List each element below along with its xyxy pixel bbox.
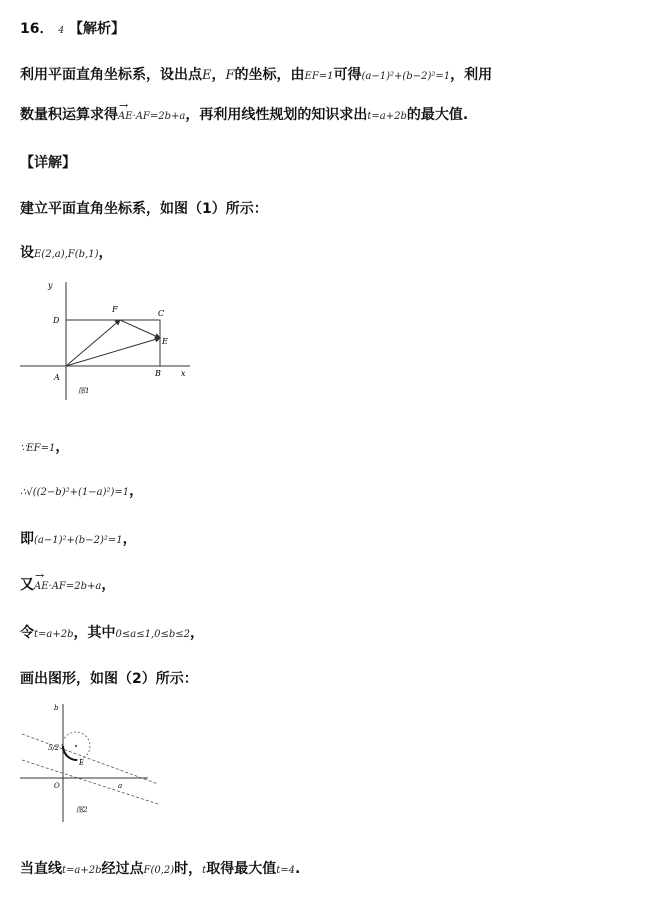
detail-heading: 【详解】 [20,155,76,171]
conclusion [20,858,300,878]
answer-value: 4 [58,26,65,36]
text: ， [101,577,116,593]
label-e: E [162,337,168,346]
label-c: C [158,309,165,318]
math-distance: √((2−b)²+(1−a)²)=1 [26,487,130,498]
step-7 [20,622,204,642]
text: ， [129,483,144,499]
label-a: a [118,782,123,790]
math-e: E [202,68,212,83]
vector-fe [120,320,160,338]
caption-fig2: 图2 [76,806,88,814]
label-b: b [54,704,59,712]
vector-ae [66,338,160,366]
math-circle-eq: (a−1)²+(b−2)²=1 [361,71,451,82]
text: 的坐标，由 [234,67,305,83]
text: 时， [174,861,203,877]
math-constraints: 0≤a≤1,0≤b≤2 [115,629,191,640]
text: 又 [20,577,34,593]
math-points: E(2,a),F(b,1) [34,249,99,260]
text: 取得最大值 [206,861,277,877]
math-t: t=a+2b [367,111,407,122]
analysis-line-1 [20,64,492,84]
math-dot-product: → AE·AF=2b+a [34,581,101,592]
text: ， [211,67,226,83]
text: 利用平面直角坐标系，设出点 [20,67,202,83]
text: ，利用 [450,67,493,83]
step-1: 建立平面直角坐标系，如图（1）所示： [20,201,268,217]
dashed-line-upper [22,734,158,784]
text: 即 [20,531,34,547]
step-8: 画出图形，如图（2）所示： [20,671,198,687]
circle-center [75,745,77,747]
text: 经过点 [101,861,144,877]
step-5 [20,528,137,548]
math-ef-eq: ∵EF=1 [20,443,56,454]
text: 数量积运算求得 [20,107,118,123]
math-line: t=a+2b [62,865,102,876]
label-f: F [112,305,118,314]
figure-2 [18,700,163,828]
math-t: t [202,865,207,876]
text: 当直线 [20,861,62,877]
math-dot-product: → AE·AF=2b+a [118,111,185,122]
label-o: O [54,782,60,790]
vector-af [66,320,120,366]
figure-1 [18,276,198,404]
text: ，再利用线性规划的知识求出 [185,107,368,123]
text: . [294,861,301,877]
text: ， [122,531,137,547]
text: 令 [20,625,34,641]
math-ef: EF=1 [304,71,334,82]
caption-fig1: 图1 [78,387,90,395]
question-number: 16． [20,21,54,37]
text: ， [98,245,113,261]
text: ， [190,625,205,641]
math-point-f: F(0,2) [143,865,175,876]
solid-arc [63,746,77,760]
math-f: F [225,68,235,83]
math-t: t=a+2b [34,629,74,640]
text: ， [55,439,70,455]
text: 可得 [333,67,362,83]
analysis-heading: 【解析】 [68,21,125,37]
math-circle: (a−1)²+(b−2)²=1 [34,535,123,546]
step-6 [20,574,115,594]
label-b: B [155,369,161,378]
label-y: y [48,281,53,290]
therefore-symbol: ∴ [20,487,27,498]
text: 的最大值. [406,107,469,123]
step-2 [20,242,112,262]
analysis-line-2 [20,104,468,124]
dashed-line-lower [22,760,158,804]
label-x: x [181,369,186,378]
text: ，其中 [73,625,116,641]
step-4 [20,480,143,500]
question-header [20,18,125,38]
text: 设 [20,245,34,261]
label-5-2: 5/2 [48,744,60,752]
label-a: A [54,373,60,382]
math-max-value: t=4 [276,865,295,876]
step-3 [20,436,69,456]
rectangle-abcd [66,320,160,366]
label-e: E [79,759,85,767]
label-d: D [53,316,60,325]
